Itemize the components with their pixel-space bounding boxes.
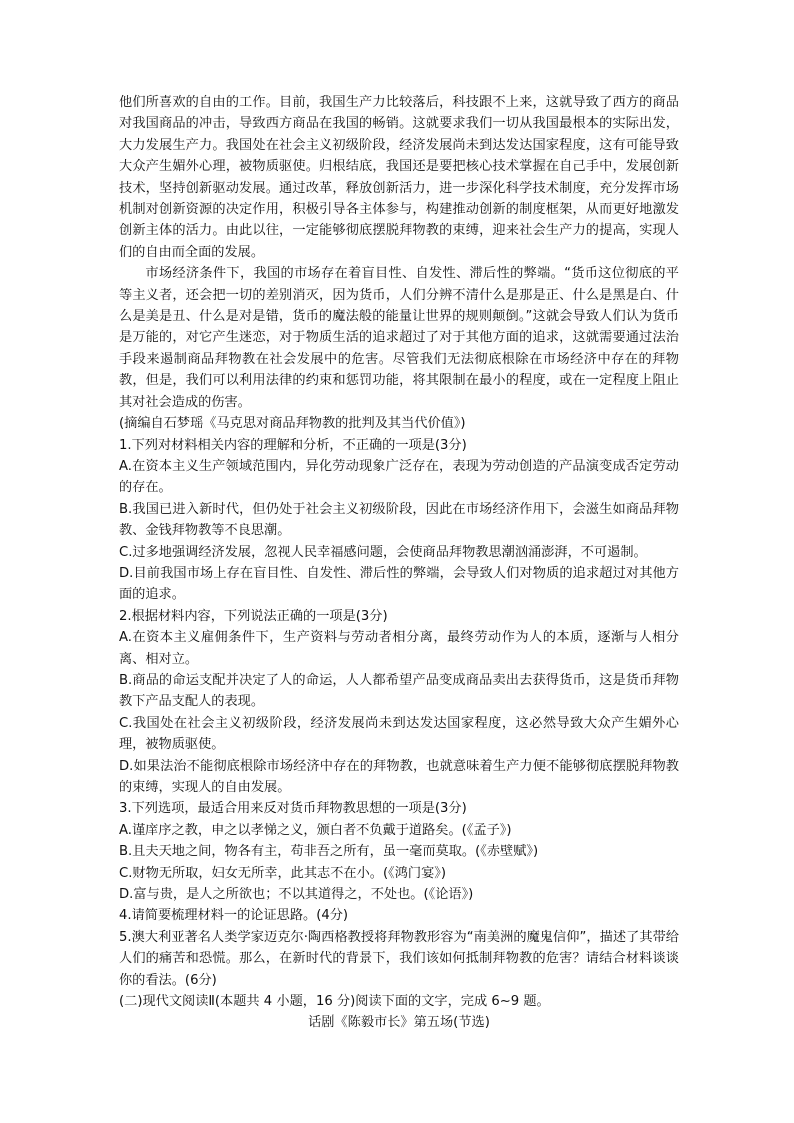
question-2-stem: 2.根据材料内容，下列说法正确的一项是(3分) bbox=[119, 608, 388, 624]
question-2-option-c: C.我国处在社会主义初级阶段，经济发展尚未到达发达国家程度，这必然导致大众产生媚外心理，被物质驱使。 bbox=[119, 715, 679, 753]
question-4: 4.请简要梳理材料一的论证思路。(4分) bbox=[119, 908, 349, 924]
question-3-option-b: B.且夫天地之间，物各有主，苟非吾之所有，虽一毫而莫取。(《赤壁赋》) bbox=[119, 844, 539, 860]
section-2-title: 话剧《陈毅市长》第五场(节选) bbox=[308, 1015, 490, 1031]
body-paragraph-1: 他们所喜欢的自由的工作。目前，我国生产力比较落后，科技跟不上来，这就导致了西方的商品对我国商品的冲击，导致西方商品在我国的畅销。这就要求我们一切从我国最根本的实际出发，大力发展生产力。我国处在社会主义初级阶段，经济发展尚未到达发达国家程度，这有可能导致大众产生媚外心理，被物质驱使。归根结底，我国还是要把核心技术掌握在自己手中，发展创新技术，坚持创新驱动发展。通过改革，释放创新活力，进一步深化科学技术制度，充分发挥市场机制对创新资源的决定作用，积极引导各主体参与，构建推动创新的制度框架，从而更好地激发创新主体的活力。由此以往，一定能够彻底摆脱拜物教的束缚，迎来社会生产力的提高，实现人们的自由而全面的发展。 bbox=[119, 95, 679, 260]
question-1-option-c: C.过多地强调经济发展，忽视人民幸福感问题，会使商品拜物教思潮汹涌澎湃，不可遏制。 bbox=[119, 544, 647, 560]
question-5: 5.澳大利亚著名人类学家迈克尔·陶西格教授将拜物教形容为“南美洲的魔鬼信仰”，描述了其带给人们的痛苦和恐慌。那么，在新时代的背景下，我们该如何抵制拜物教的危害？请结合材料谈谈你的看法。(6分) bbox=[119, 929, 679, 988]
question-1-option-a: A.在资本主义生产领域范围内，异化劳动现象广泛存在，表现为劳动创造的产品演变成否定劳动的存在。 bbox=[119, 458, 679, 496]
question-1-option-d: D.目前我国市场上存在盲目性、自发性、滞后性的弊端，会导致人们对物质的追求超过对其他方面的追求。 bbox=[119, 565, 679, 603]
question-3-option-d: D.富与贵，是人之所欲也；不以其道得之，不处也。(《论语》) bbox=[119, 887, 474, 903]
question-2-option-b: B.商品的命运支配并决定了人的命运，人人都希望产品变成商品卖出去获得货币，这是货币拜物教下产品支配人的表现。 bbox=[119, 672, 679, 710]
question-1-option-b: B.我国已进入新时代，但仍处于社会主义初级阶段，因此在市场经济作用下，会滋生如商品拜物教、金钱拜物教等不良思潮。 bbox=[119, 501, 679, 539]
document-page bbox=[119, 92, 679, 1034]
question-3-option-a: A.谨庠序之教，申之以孝悌之义，颁白者不负戴于道路矣。(《孟子》) bbox=[119, 822, 512, 838]
section-2-heading: (二)现代文阅读Ⅱ(本题共 4 小题，16 分)阅读下面的文字，完成 6~9 题。 bbox=[119, 994, 550, 1010]
question-3-stem: 3.下列选项，最适合用来反对货币拜物教思想的一项是(3分) bbox=[119, 801, 467, 817]
question-1-stem: 1.下列对材料相关内容的理解和分析，不正确的一项是(3分) bbox=[119, 437, 467, 453]
question-2-option-d: D.如果法治不能彻底根除市场经济中存在的拜物教，也就意味着生产力便不能够彻底摆脱拜物教的束缚，实现人的自由发展。 bbox=[119, 758, 679, 795]
question-3-option-c: C.财物无所取，妇女无所幸，此其志不在小。(《鸿门宴》) bbox=[119, 865, 446, 881]
body-paragraph-2: 市场经济条件下，我国的市场存在着盲目性、自发性、滞后性的弊端。“货币这位彻底的平等主义者，还会把一切的差别消灭，因为货币，人们分辨不清什么是那是正、什么是黑是白、什么是美是丑、什么是对是错，货币的魔法般的能量让世界的规则颠倒。”这就会导致人们认为货币是万能的，对它产生迷恋，对于物质生活的追求超过了对于其他方面的追求，这就需要通过法治手段来遏制商品拜物教在社会发展中的危害。尽管我们无法彻底根除在市场经济中存在的拜物教，但是，我们可以利用法律的约束和惩罚功能，将其限制在最小的程度，或在一定程度上阻止其对社会造成的伤害。 bbox=[119, 266, 679, 410]
source-citation: (摘编自石梦瑶《马克思对商品拜物教的批判及其当代价值》) bbox=[119, 416, 466, 432]
question-2-option-a: A.在资本主义雇佣条件下，生产资料与劳动者相分离，最终劳动作为人的本质，逐渐与人相分离、相对立。 bbox=[119, 630, 679, 667]
